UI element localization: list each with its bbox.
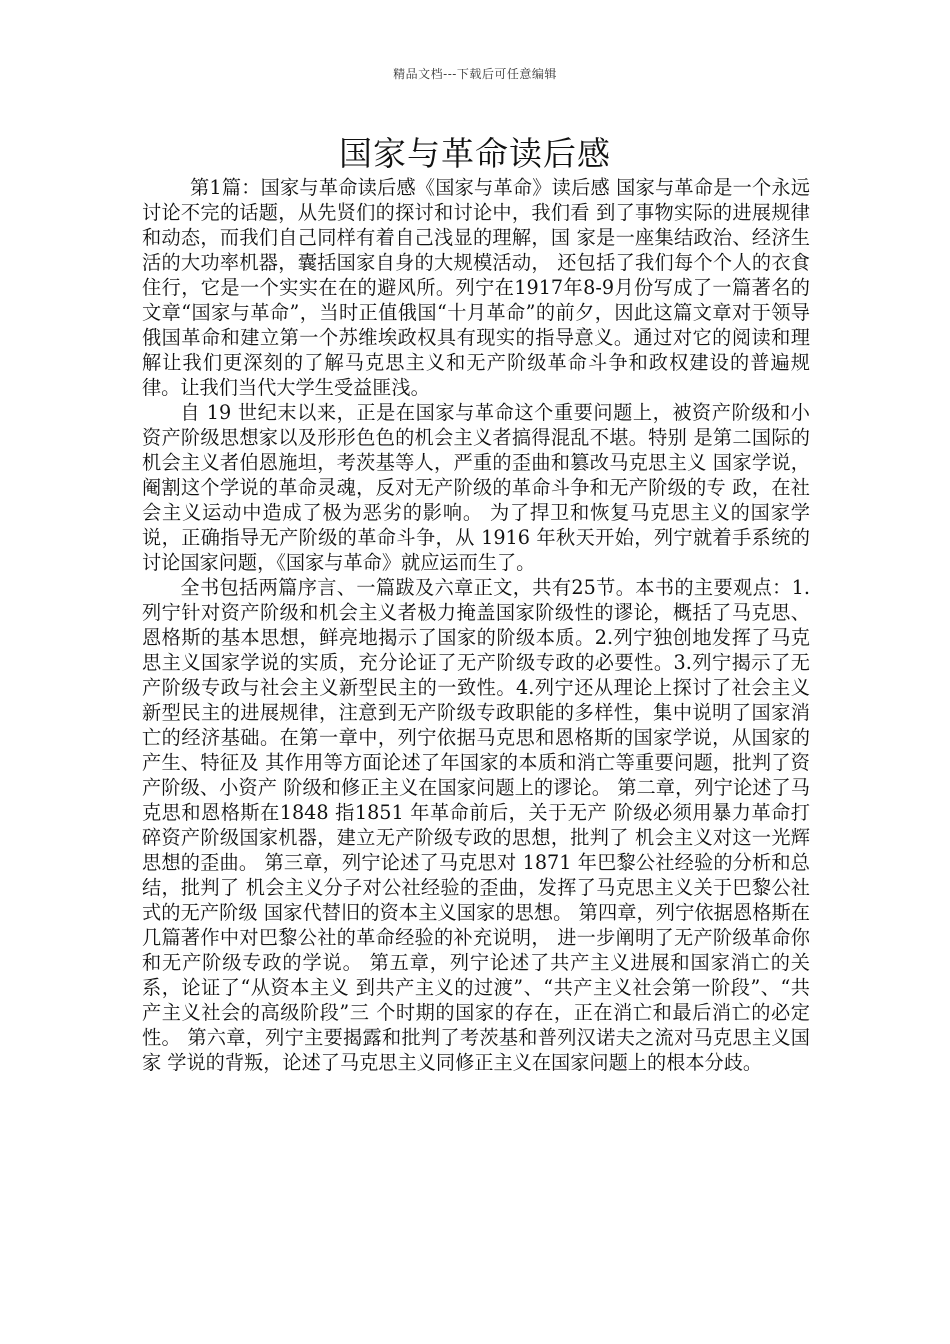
document-title: 国家与革命读后感 [339, 134, 611, 173]
document-body [142, 175, 810, 1075]
page-header: 精品文档---下载后可任意编辑 [393, 67, 557, 81]
paragraph-3: 全书包括两篇序言、一篇跋及六章正文，共有25节。本书的主要观点：1.列宁针对资产阶级和机会主义者极力掩盖国家阶级性的谬论，概括了马克思、恩格斯的基本思想，鲜亮地揭示了国家的阶级本质。2.列宁独创地发挥了马克思主义国家学说的实质，充分论证了无产阶级专政的必要性。3.列宁揭示了无产阶级专政与社会主义新型民主的一致性。4.列宁还从理论上探讨了社会主义新型民主的进展规律，注意到无产阶级专政职能的多样性，集中说明了国家消亡的经济基础。在第一章中，列宁依据马克思和恩格斯的国家学说，从国家的产生、特征及 其作用等方面论述了年国家的本质和消亡等重要问题，批判了资产阶级、小资产 阶级和修正主义在国家问题上的谬论。 第二章，列宁论述了马克思和恩格斯在1848 指1851 年革命前后，关于无产 阶级必须用暴力革命打碎资产阶级国家机器，建立无产阶级专政的思想，批判了 机会主义对这一光辉思想的歪曲。 第三章，列宁论述了马克思对 1871 年巴黎公社经验的分析和总结，批判了 机会主义分子对公社经验的歪曲，发挥了马克思主义关于巴黎公社式的无产阶级 国家代替旧的资本主义国家的思想。 第四章，列宁依据恩格斯在几篇著作中对巴黎公社的革命经验的补充说明， 进一步阐明了无产阶级革命你和无产阶级专政的学说。 第五章，列宁论述了共产主义进展和国家消亡的关系，论证了“从资本主义 到共产主义的过渡”、“共产主义社会第一阶段”、“共产主义社会的高级阶段”三 个时期的国家的存在，正在消亡和最后消亡的必定性。 第六章，列宁主要揭露和批判了考茨基和普列汉诺夫之流对马克思主义国家 学说的背叛，论述了马克思主义同修正主义在国家问题上的根本分歧。 [142, 576, 810, 1074]
paragraph-2: 自 19 世纪末以来，正是在国家与革命这个重要问题上，被资产阶级和小资产阶级思想家以及形形色色的机会主义者搞得混乱不堪。特别 是第二国际的机会主义者伯恩施坦，考茨基等人，严重的歪曲和篡改马克思主义 国家学说，阉割这个学说的革命灵魂，反对无产阶级的革命斗争和无产阶级的专 政，在社会主义运动中造成了极为恶劣的影响。 为了捍卫和恢复马克思主义的国家学说，正确指导无产阶级的革命斗争，从 1916 年秋天开始，列宁就着手系统的讨论国家问题，《国家与革命》就应运而生了。 [142, 401, 810, 574]
paragraph-1: 第1篇：国家与革命读后感《国家与革命》读后感 国家与革命是一个永远讨论不完的话题，从先贤们的探讨和讨论中，我们看 到了事物实际的进展规律和动态，而我们自己同样有着自己浅显的理解，国 家是一座集结政治、经济生活的大功率机器，囊括国家自身的大规模活动， 还包括了我们每个个人的衣食住行，它是一个实实在在的避风所。列宁在1917年8-9月份写成了一篇著名的文章“国家与革命”，当时正值俄国“十月革命”的前夕，因此这篇文章对于领导俄国革命和建立第一个苏维埃政权具有现实的指导意义。通过对它的阅读和理解让我们更深刻的了解马克思主义和无产阶级革命斗争和政权建设的普遍规律。让我们当代大学生受益匪浅。 [142, 176, 810, 399]
